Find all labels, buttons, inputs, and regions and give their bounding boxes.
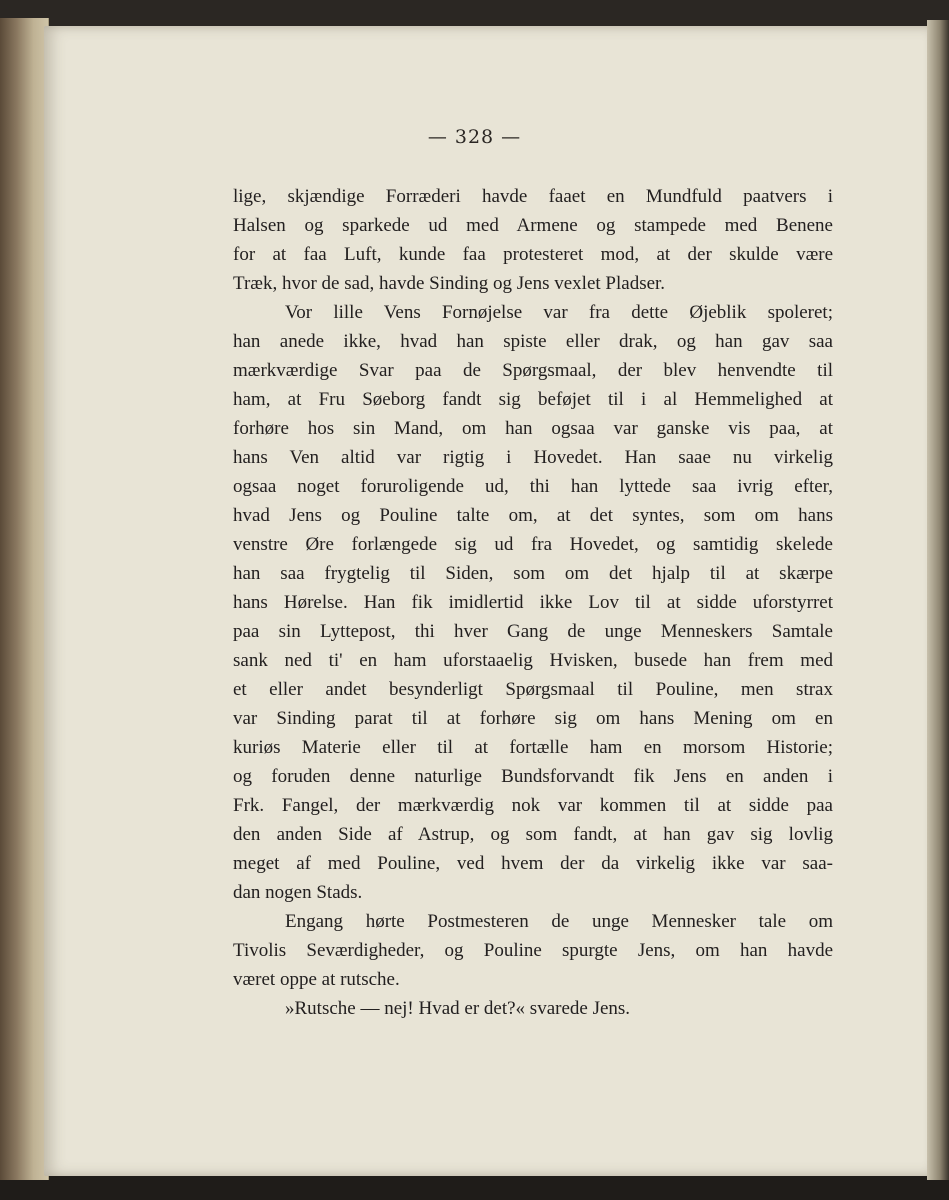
text-line: ham, at Fru Søeborg fandt sig beføjet til i al Hemmelighed at [233,389,833,410]
text-line: han saa frygtelig til Siden, som om det hjalp til at skærpe [233,563,833,584]
text-line: Frk. Fangel, der mærkværdig nok var kommen til at sidde paa [233,795,833,816]
text-line: lige, skjændige Forræderi havde faaet en Mundfuld paatvers i [233,186,833,207]
right-gutter-shadow [927,20,949,1180]
text-line: Træk, hvor de sad, havde Sinding og Jens vexlet Pladser. [233,273,666,294]
text-line: venstre Øre forlængede sig ud fra Hovedet, og samtidig skelede [233,534,833,555]
text-line: for at faa Luft, kunde faa protesteret mod, at der skulde være [233,244,833,265]
text-line: forhøre hos sin Mand, om han ogsaa var ganske vis paa, at [233,418,833,439]
text-line: Halsen og sparkede ud med Armene og stampede med Benene [233,215,833,236]
text-line: meget af med Pouline, ved hvem der da virkelig ikke var saa- [233,853,833,874]
text-line: var Sinding parat til at forhøre sig om hans Mening om en [233,708,833,729]
text-line: hans Ven altid var rigtig i Hovedet. Han saae nu virkelig [233,447,833,468]
text-line: mærkværdige Svar paa de Spørgsmaal, der blev henvendte til [233,360,833,381]
text-line: et eller andet besynderligt Spørgsmaal til Pouline, men strax [233,679,833,700]
text-line: ogsaa noget foruroligende ud, thi han lyttede saa ivrig efter, [233,476,833,497]
text-line: kuriøs Materie eller til at fortælle ham en morsom Historie; [233,737,833,758]
text-line: og foruden denne naturlige Bundsforvandt fik Jens en anden i [233,766,833,787]
text-line: Engang hørte Postmesteren de unge Mennesker tale om [285,911,833,932]
text-line: Vor lille Vens Fornøjelse var fra dette Øjeblik spoleret; [285,302,833,323]
text-line: Tivolis Seværdigheder, og Pouline spurgte Jens, om han havde [233,940,833,961]
body-text [233,182,833,1023]
page-number: — 328 — [427,126,522,148]
text-line: hans Hørelse. Han fik imidlertid ikke Lov til at sidde uforstyrret [233,592,833,613]
text-line: sank ned ti' en ham uforstaaelig Hvisken, busede han frem med [233,650,833,671]
text-line: hvad Jens og Pouline talte om, at det syntes, som om hans [233,505,833,526]
text-line: været oppe at rutsche. [233,969,400,990]
text-line: »Rutsche — nej! Hvad er det?« svarede Jens. [285,998,631,1019]
text-line: paa sin Lyttepost, thi hver Gang de unge Menneskers Samtale [233,621,833,642]
text-line: den anden Side af Astrup, og som fandt, at han gav sig lovlig [233,824,833,845]
text-line: dan nogen Stads. [233,882,363,903]
book-page-edges [0,18,49,1180]
text-line: han anede ikke, hvad han spiste eller drak, og han gav saa [233,331,833,352]
